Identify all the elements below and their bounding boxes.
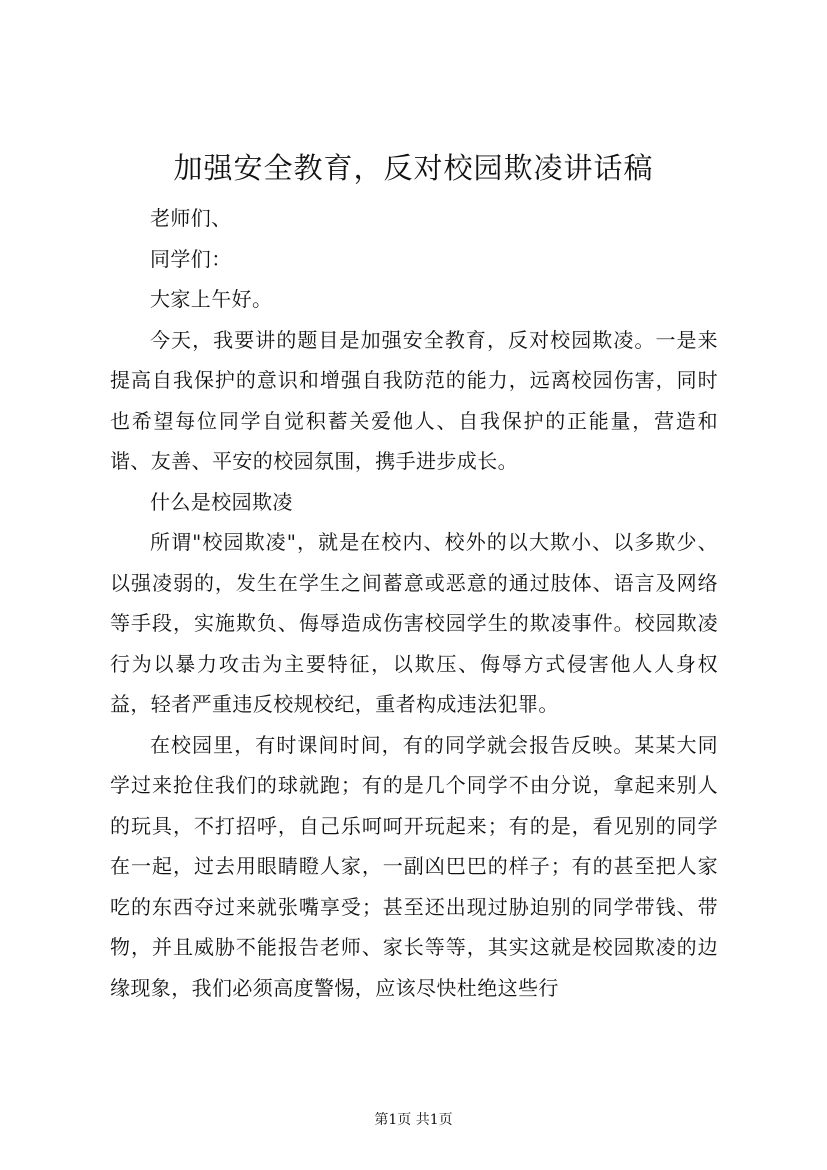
document-body [110,198,718,1008]
document-title: 加强安全教育，反对校园欺凌讲话稿 [173,151,654,185]
greeting-morning: 大家上午好。 [150,287,273,311]
greeting-students: 同学们： [150,246,232,271]
section-heading: 什么是校园欺凌 [150,489,293,514]
page-footer: 第1页 共1页 [374,1112,453,1128]
definition-paragraph: 所谓"校园欺凌"，就是在校内、校外的以大欺小、以多欺少、以强凌弱的，发生在学生之间蓄意或恶意的通过肢体、语言及网络等手段，实施欺负、侮辱造成伤害校园学生的欺凌事件。校园欺凌行为以暴力攻击为主要特征，以欺压、侮辱方式侵害他人人身权益，轻者严重违反校规校纪，重者构成违法犯罪。 [110,530,718,716]
intro-paragraph: 今天，我要讲的题目是加强安全教育，反对校园欺凌。一是来提高自我保护的意识和增强自我防范的能力，远离校园伤害，同时也希望每位同学自觉积蓄关爱他人、自我保护的正能量，营造和谐、友善、平安的校园氛围，携手进步成长。 [110,327,718,473]
examples-paragraph: 在校园里，有时课间时间，有的同学就会报告反映。某某大同学过来抢住我们的球就跑；有的是几个同学不由分说，拿起来别人的玩具，不打招呼，自己乐呵呵开玩起来；有的是，看见别的同学在一起，过去用眼睛瞪人家，一副凶巴巴的样子；有的甚至把人家吃的东西夺过来就张嘴享受；甚至还出现过胁迫别的同学带钱、带物，并且威胁不能报告老师、家长等等，其实这就是校园欺凌的边缘现象，我们必须高度警惕，应该尽快杜绝这些行 [110,732,718,1000]
greeting-teachers: 老师们、 [150,206,232,230]
